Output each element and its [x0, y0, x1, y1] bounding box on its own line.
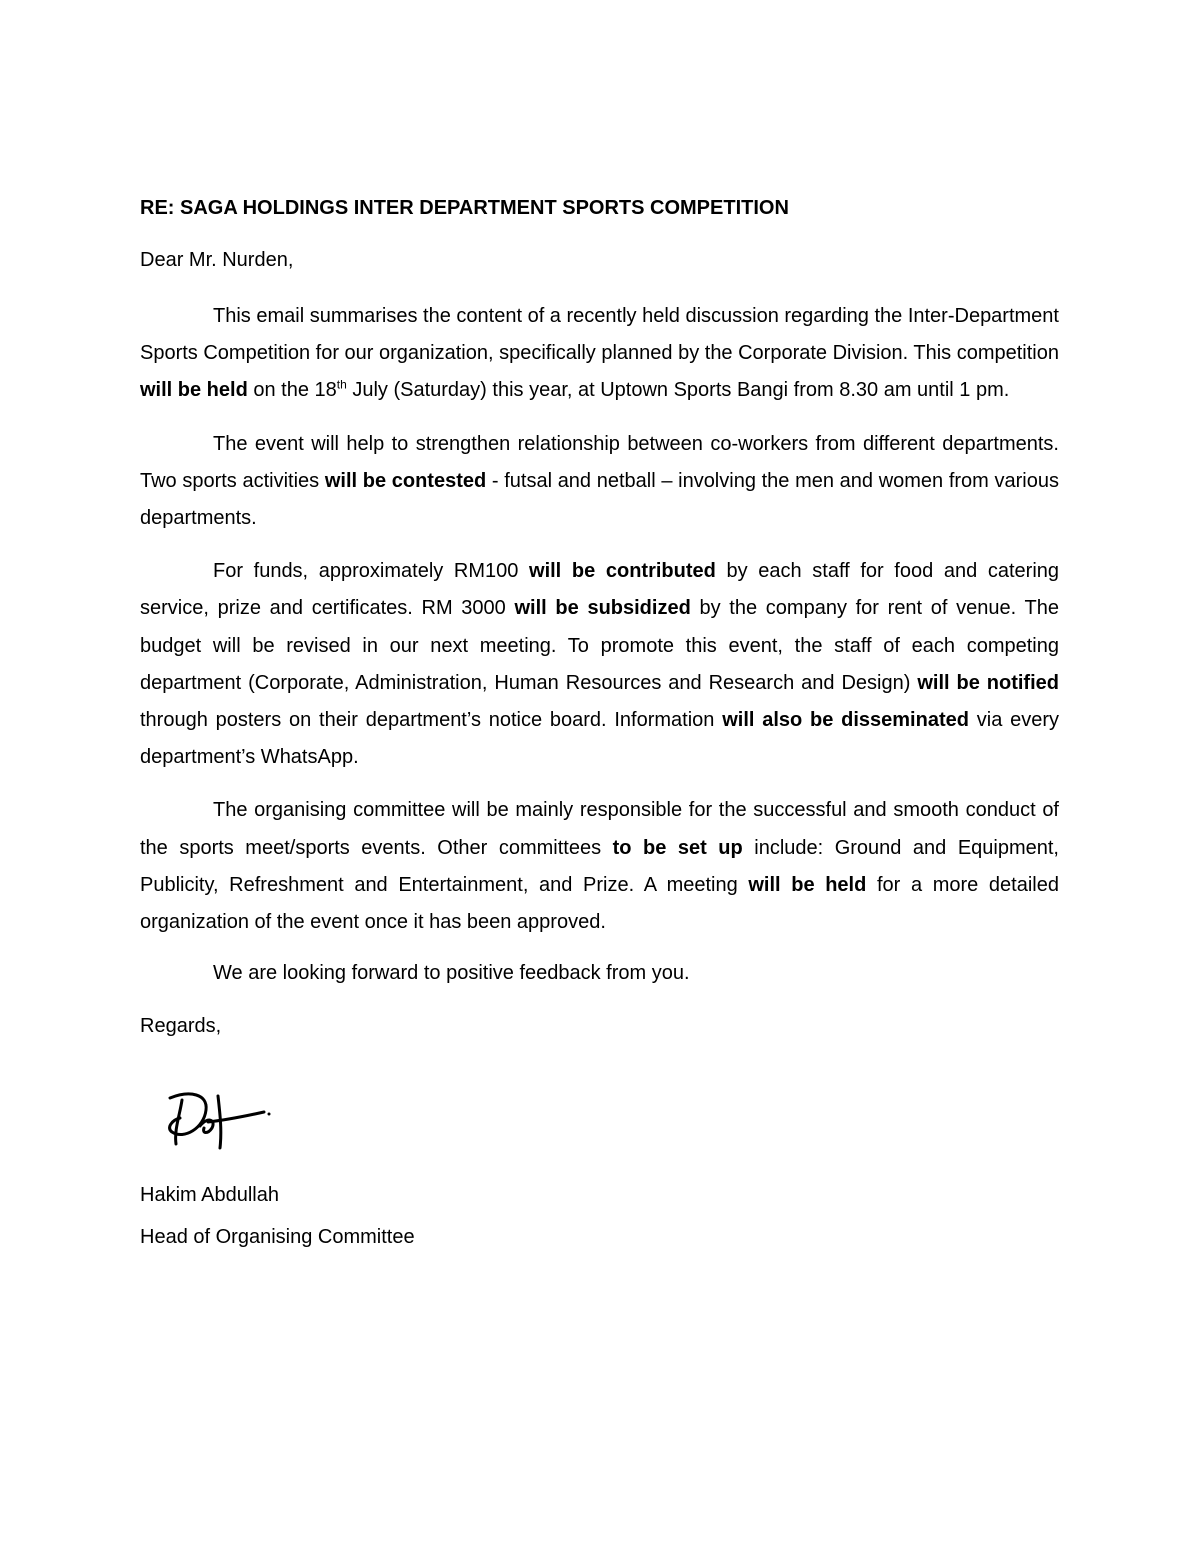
- paragraph-4-bold-1: to be set up: [612, 836, 743, 859]
- paragraph-1-bold-1: will be held: [140, 379, 248, 402]
- paragraph-2-text-c: - futsal and netball – involving the men and women from various departments.: [140, 469, 1059, 530]
- paragraph-3: [140, 553, 1059, 776]
- paragraph-2: [140, 426, 1059, 538]
- paragraph-2-bold-1: will be contested: [324, 469, 487, 492]
- ordinal-suffix: th: [336, 377, 347, 392]
- paragraph-3-text-d: by the company for rent of venue. The budget will be revised in our next meeting. To promote this event, the staff of each competing department (Corporate, Administration, Human Resources and Research and Design): [140, 597, 1060, 694]
- letter-subject: RE: SAGA HOLDINGS INTER DEPARTMENT SPORTS COMPETITION: [140, 197, 789, 219]
- regards: Regards,: [140, 1015, 222, 1038]
- sender-title: Head of Organising Committee: [140, 1226, 415, 1249]
- paragraph-4-text-d: for a more detailed organization of the event once it has been approved.: [140, 873, 1059, 934]
- paragraph-1-text-a: This email summarises the content of a recently held discussion regarding the Inter-Department Sports Competition for our organization, specifically planned by the Corporate Division. This competition: [140, 305, 1059, 365]
- paragraph-3-text-c: by each staff for food and catering service, prize and certificates. RM 3000: [140, 560, 1060, 620]
- paragraph-1: [140, 298, 1059, 410]
- handwritten-signature: [156, 1086, 276, 1156]
- paragraph-4: [140, 792, 1059, 941]
- paragraph-1-text-d: July (Saturday) this year, at Uptown Sports Bangi from 8.30 am until 1 pm.: [346, 379, 1010, 402]
- paragraph-3-text-e: through posters on their department’s notice board. Information: [140, 709, 723, 732]
- paragraph-3-bold-4: will also be disseminated: [722, 709, 969, 732]
- paragraph-3-bold-1: will be contributed: [529, 560, 716, 583]
- paragraph-4-text-c: include: Ground and Equipment, Publicity, Refreshment and Entertainment, and Prize. A meeting: [140, 836, 1059, 896]
- paragraph-2-text-a: The event will help to strengthen relationship between co-workers from different departments. Two sports activities: [140, 432, 1059, 492]
- closing-line: We are looking forward to positive feedback from you.: [213, 962, 690, 985]
- paragraph-3-text-f: via every department’s WhatsApp.: [140, 709, 1060, 769]
- sender-name: Hakim Abdullah: [140, 1184, 279, 1207]
- salutation: Dear Mr. Nurden,: [140, 249, 294, 271]
- paragraph-3-text-a: For funds, approximately RM100: [213, 560, 530, 583]
- paragraph-3-bold-3: will be notified: [917, 671, 1059, 694]
- paragraph-4-text-a: The organising committee will be mainly responsible for the successful and smooth conduct of the sports meet/sports events. Other committees: [140, 799, 1059, 859]
- paragraph-4-bold-2: will be held: [748, 873, 867, 896]
- letter: [140, 192, 1059, 1253]
- paragraph-3-bold-2: will be subsidized: [514, 597, 691, 620]
- paragraph-1-text-c: on the 18: [247, 379, 337, 402]
